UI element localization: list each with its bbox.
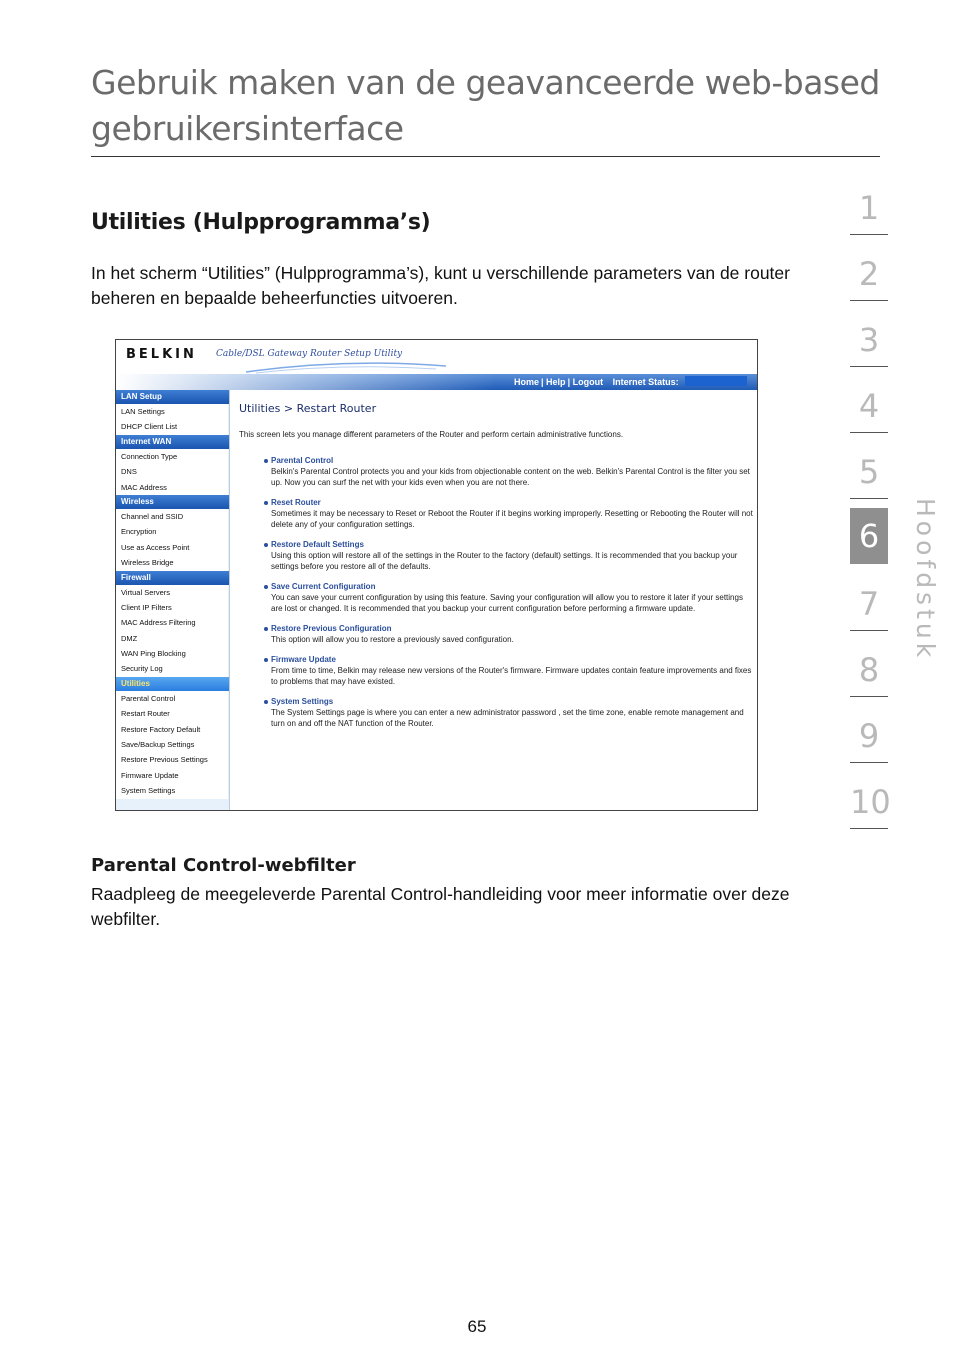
title-divider	[91, 156, 880, 157]
nav-home[interactable]: Home	[514, 377, 540, 387]
sidebar-section-lan-setup[interactable]: LAN Setup	[116, 390, 229, 404]
chapter-8[interactable]	[850, 648, 888, 714]
chapter-1[interactable]	[850, 186, 888, 252]
utility-description: Belkin's Parental Control protects you and your kids from objectionable content on the web. Belkin's Parental Control is the filter you set up. Now you can surf the net with your kids even when you are not there.	[271, 467, 750, 487]
chapter-7[interactable]	[850, 582, 888, 648]
utility-item	[239, 655, 754, 687]
bullet-icon	[264, 658, 268, 662]
utility-description: The System Settings page is where you can enter a new administrator password , set the time zone, enable remote management and turn on and off the NAT function of the Router.	[271, 708, 744, 728]
sidebar-item-dns[interactable]: DNS	[116, 464, 228, 479]
chapter-index	[850, 186, 891, 846]
chapter-number: 5	[858, 453, 880, 491]
nav-logout[interactable]: Logout	[572, 377, 604, 387]
chapter-number: 8	[858, 651, 880, 689]
chapter-number: 3	[858, 321, 880, 359]
sidebar-item-encryption[interactable]: Encryption	[116, 524, 228, 539]
router-content	[239, 402, 754, 739]
utility-link[interactable]: Reset Router	[271, 498, 321, 507]
utility-description: Sometimes it may be necessary to Reset or Reboot the Router if it begins working improperly. Resetting or Rebooting the Router will not delete any of your configuration settings.	[271, 509, 753, 529]
sidebar-item-security-log[interactable]: Security Log	[116, 661, 228, 676]
bullet-icon	[264, 627, 268, 631]
utility-description: This option will allow you to restore a previously saved configuration.	[271, 635, 514, 644]
chapter-number: 10	[850, 783, 891, 821]
page-number: 65	[467, 1317, 487, 1336]
router-navbar: Home | Help | Logout Internet Status:	[116, 374, 757, 390]
bullet-icon	[264, 459, 268, 463]
brand-subtitle: Cable/DSL Gateway Router Setup Utility	[216, 349, 403, 359]
chapter-4[interactable]	[850, 384, 888, 450]
sidebar-item-client-ip-filters[interactable]: Client IP Filters	[116, 600, 228, 615]
utility-description: You can save your current configuration by using this feature. Saving your configuration will allow you to restore it later if your settings are lost or changed. It is recommended that you backup your current configuration before performing a firmware update.	[271, 593, 743, 613]
internet-status-indicator	[685, 376, 747, 386]
chapter-10[interactable]	[850, 780, 891, 846]
chapter-5[interactable]	[850, 450, 888, 516]
sidebar-section-utilities[interactable]: Utilities	[116, 677, 229, 691]
breadcrumb: Utilities > Restart Router	[239, 402, 377, 415]
bullet-icon	[264, 501, 268, 505]
sidebar-section-wireless[interactable]: Wireless	[116, 495, 229, 509]
sidebar-item-lan-settings[interactable]: LAN Settings	[116, 404, 228, 419]
sidebar-item-virtual-servers[interactable]: Virtual Servers	[116, 585, 228, 600]
utility-link[interactable]: Firmware Update	[271, 655, 336, 664]
router-header	[116, 340, 757, 374]
bullet-icon	[264, 543, 268, 547]
swoosh-decoration	[246, 360, 446, 374]
sidebar-item-restore-previous-settings[interactable]: Restore Previous Settings	[116, 752, 228, 767]
utility-item	[239, 456, 754, 488]
utility-link[interactable]: Save Current Configuration	[271, 582, 376, 591]
utility-link[interactable]: System Settings	[271, 697, 334, 706]
chapter-label: Hoofdstuk	[911, 498, 940, 662]
sidebar-item-connection-type[interactable]: Connection Type	[116, 449, 228, 464]
chapter-number: 7	[858, 585, 880, 623]
internet-status-label: Internet Status:	[612, 377, 679, 387]
nav-help[interactable]: Help	[546, 377, 566, 387]
sub-heading: Parental Control-webfilter	[91, 855, 356, 876]
sidebar-item-wan-ping-blocking[interactable]: WAN Ping Blocking	[116, 646, 228, 661]
router-sidebar	[116, 390, 230, 810]
utility-description: From time to time, Belkin may release new versions of the Router's firmware. Firmware updates contain feature improvements and fixes to problems that may have existed.	[271, 666, 752, 686]
utility-item	[239, 624, 754, 645]
chapter-9[interactable]	[850, 714, 888, 780]
content-lead: This screen lets you manage different parameters of the Router and perform certain administrative functions.	[239, 430, 624, 439]
sidebar-item-use-as-access-point[interactable]: Use as Access Point	[116, 540, 228, 555]
utility-item	[239, 540, 754, 572]
router-screenshot	[115, 339, 758, 811]
chapter-number: 4	[858, 387, 880, 425]
page-title: Gebruik maken van de geavanceerde web-based gebruikersinterface	[91, 63, 880, 148]
utility-item	[239, 697, 754, 729]
chapter-number: 1	[858, 189, 880, 227]
sidebar-item-parental-control[interactable]: Parental Control	[116, 691, 228, 706]
chapter-number: 9	[858, 717, 880, 755]
utility-link[interactable]: Parental Control	[271, 456, 334, 465]
utility-description: Using this option will restore all of the settings in the Router to the factory (default) settings. It is recommended that you backup your settings before you restore all of the defaults.	[271, 551, 738, 571]
sidebar-item-channel-and-ssid[interactable]: Channel and SSID	[116, 509, 228, 524]
chapter-6[interactable]	[850, 516, 888, 582]
sidebar-item-save-backup-settings[interactable]: Save/Backup Settings	[116, 737, 228, 752]
sidebar-item-restore-factory-default[interactable]: Restore Factory Default	[116, 722, 228, 737]
sidebar-item-wireless-bridge[interactable]: Wireless Bridge	[116, 555, 228, 570]
utility-link[interactable]: Restore Default Settings	[271, 540, 364, 549]
bullet-icon	[264, 700, 268, 704]
section-heading: Utilities (Hulpprogramma’s)	[91, 210, 431, 235]
utility-item	[239, 582, 754, 614]
bullet-icon	[264, 585, 268, 589]
belkin-logo: BELKIN	[126, 347, 197, 362]
chapter-3[interactable]	[850, 318, 888, 384]
sidebar-section-internet-wan[interactable]: Internet WAN	[116, 435, 229, 449]
sidebar-item-mac-address-filtering[interactable]: MAC Address Filtering	[116, 615, 228, 630]
chapter-number: 2	[858, 255, 880, 293]
intro-paragraph: In het scherm “Utilities” (Hulpprogramma’s), kunt u verschillende parameters van de router beheren en bepaalde beheerfuncties uitvoeren.	[91, 263, 790, 308]
chapter-2[interactable]	[850, 252, 888, 318]
sidebar-item-mac-address[interactable]: MAC Address	[116, 480, 228, 495]
sidebar-item-dmz[interactable]: DMZ	[116, 631, 228, 646]
sidebar-section-firewall[interactable]: Firewall	[116, 571, 229, 585]
sidebar-item-system-settings[interactable]: System Settings	[116, 783, 228, 798]
sidebar-item-restart-router[interactable]: Restart Router	[116, 706, 228, 721]
utility-link[interactable]: Restore Previous Configuration	[271, 624, 392, 633]
utility-item	[239, 498, 754, 530]
sidebar-item-firmware-update[interactable]: Firmware Update	[116, 768, 228, 783]
sidebar-item-dhcp-client-list[interactable]: DHCP Client List	[116, 419, 228, 434]
sub-paragraph: Raadpleeg de meegeleverde Parental Control-handleiding voor meer informatie over deze webfilter.	[91, 884, 790, 929]
chapter-number: 6	[850, 508, 888, 564]
